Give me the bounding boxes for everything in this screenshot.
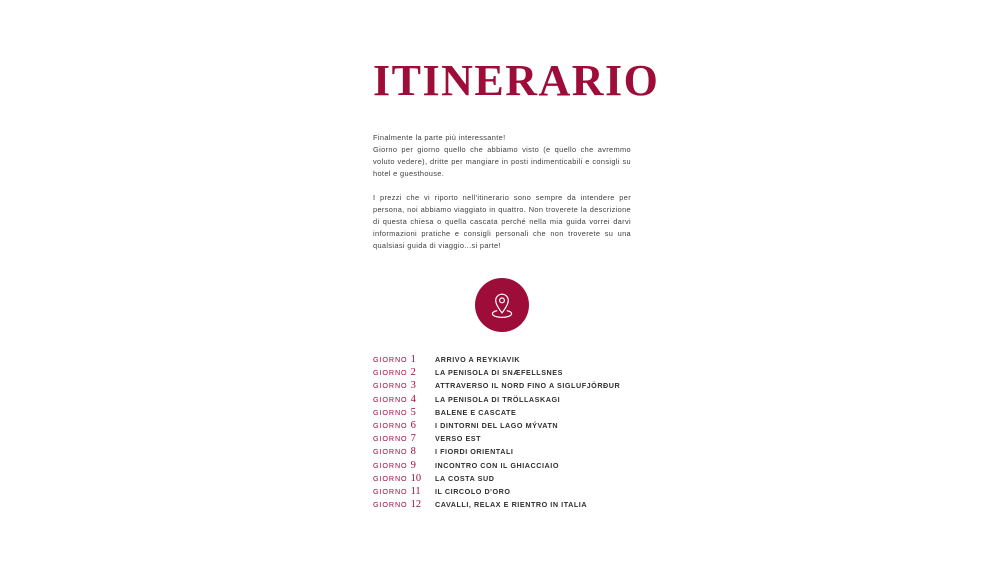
day-number: 1	[410, 354, 416, 366]
day-number: 4	[410, 393, 416, 405]
day-number: 10	[410, 472, 422, 484]
list-item[interactable]	[373, 460, 631, 473]
page-title: ITINERARIO	[373, 56, 660, 105]
list-item[interactable]	[373, 407, 631, 420]
day-title: ATTRAVERSO IL NORD FINO A SIGLUFJÖRÐUR	[435, 381, 621, 391]
day-label	[373, 407, 435, 418]
day-label	[373, 499, 435, 510]
intro-text-block	[373, 132, 631, 252]
day-label	[373, 380, 435, 391]
map-pin-icon	[489, 291, 515, 319]
day-label	[373, 433, 435, 444]
day-word: GIORNO	[373, 486, 408, 496]
day-word: GIORNO	[373, 500, 408, 510]
itinerary-day-list	[373, 354, 631, 512]
list-item[interactable]	[373, 394, 631, 407]
day-number: 8	[410, 446, 416, 458]
content-column	[373, 56, 660, 512]
list-item[interactable]	[373, 433, 631, 446]
badge-container	[373, 278, 631, 332]
list-item[interactable]	[373, 499, 631, 512]
list-item[interactable]	[373, 380, 631, 393]
day-word: GIORNO	[373, 473, 408, 483]
day-word: GIORNO	[373, 407, 408, 417]
intro-paragraph-2: Giorno per giorno quello che abbiamo visto (e quello che avremmo voluto vedere), dritte per mangiare in posti indimenticabili e consigli su hotel e guesthouse.	[373, 145, 631, 179]
intro-paragraph-1: Finalmente la parte più interessante!	[373, 133, 506, 143]
day-title: LA PENISOLA DI SNÆFELLSNES	[435, 368, 563, 378]
day-title: LA COSTA SUD	[435, 473, 495, 483]
day-word: GIORNO	[373, 368, 408, 378]
day-number: 9	[410, 459, 416, 471]
day-word: GIORNO	[373, 460, 408, 470]
day-label	[373, 486, 435, 497]
list-item[interactable]	[373, 420, 631, 433]
day-title: IL CIRCOLO D'ORO	[435, 486, 511, 496]
day-title: INCONTRO CON IL GHIACCIAIO	[435, 460, 559, 470]
day-number: 7	[410, 433, 416, 445]
day-label	[373, 354, 435, 365]
day-word: GIORNO	[373, 355, 408, 365]
day-title: BALENE E CASCATE	[435, 407, 517, 417]
day-word: GIORNO	[373, 381, 408, 391]
day-title: ARRIVO A REYKIAVIK	[435, 355, 521, 365]
day-label	[373, 394, 435, 405]
day-title: I DINTORNI DEL LAGO MÝVATN	[435, 420, 559, 430]
list-item[interactable]	[373, 367, 631, 380]
day-title: CAVALLI, RELAX E RIENTRO IN ITALIA	[435, 500, 588, 510]
list-item[interactable]	[373, 354, 631, 367]
day-word: GIORNO	[373, 420, 408, 430]
day-title: LA PENISOLA DI TRÖLLASKAGI	[435, 394, 561, 404]
day-number: 6	[410, 419, 416, 431]
day-number: 12	[410, 499, 422, 511]
day-label	[373, 473, 435, 484]
list-item[interactable]	[373, 486, 631, 499]
list-item[interactable]	[373, 473, 631, 486]
day-number: 5	[410, 406, 416, 418]
day-number: 2	[410, 367, 416, 379]
day-label	[373, 446, 435, 457]
day-word: GIORNO	[373, 394, 408, 404]
day-label	[373, 460, 435, 471]
map-pin-badge	[475, 278, 529, 332]
day-label	[373, 367, 435, 378]
list-item[interactable]	[373, 446, 631, 459]
day-word: GIORNO	[373, 447, 408, 457]
intro-paragraph-3: I prezzi che vi riporto nell'itinerario sono sempre da intendere per persona, noi abbiamo viaggiato in quattro. Non troverete la descrizione di questa chiesa o quella cascata perché nella mia guida vorrei darvi informazioni pratiche e consigli personali che non troverete su una qualsiasi guida di viaggio...si parte!	[373, 193, 631, 251]
day-title: I FIORDI ORIENTALI	[435, 447, 514, 457]
day-number: 11	[410, 485, 421, 497]
day-label	[373, 420, 435, 431]
day-word: GIORNO	[373, 434, 408, 444]
day-title: VERSO EST	[435, 434, 482, 444]
day-number: 3	[410, 380, 416, 392]
